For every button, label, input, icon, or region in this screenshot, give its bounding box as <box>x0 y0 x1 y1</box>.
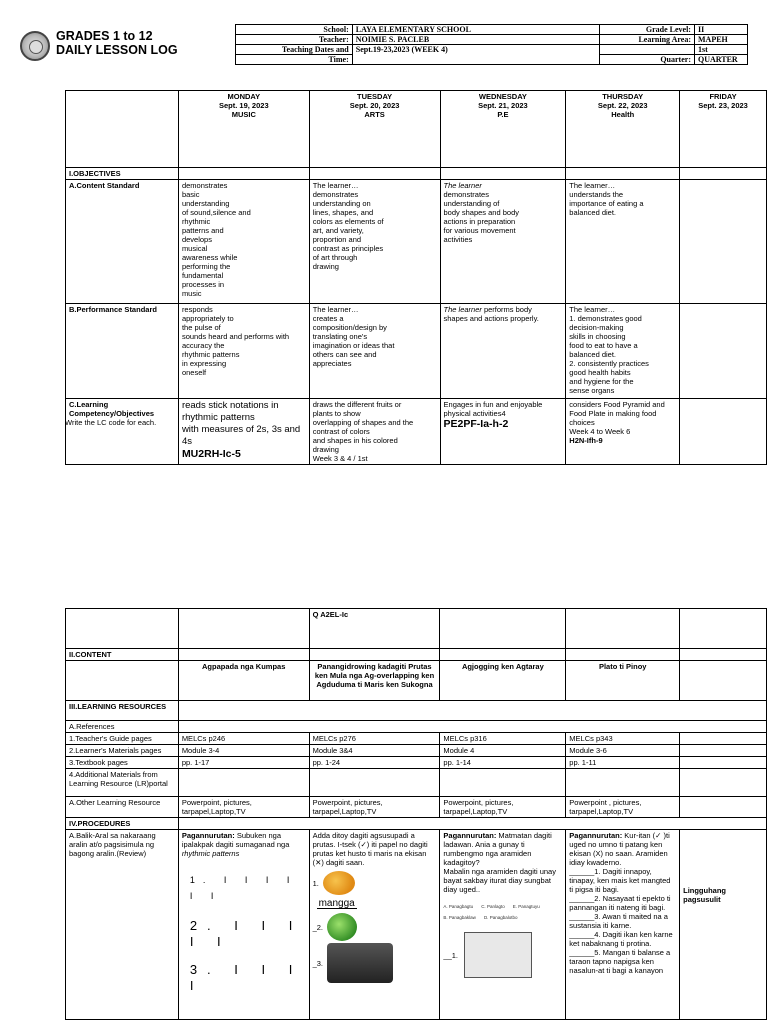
teaching-dates-label: Teaching Dates and <box>236 45 353 55</box>
content-procedures-table <box>65 608 767 1020</box>
review-friday: Lingguhang pagsusulit <box>680 830 767 1020</box>
topic-tuesday: Panangidrowing kadagiti Prutas ken Mula nga Ag-overlapping ken Agduduma ti Maris ken Sukogna <box>309 661 440 701</box>
rhythm-pattern-3: 3. I I I I <box>189 962 303 993</box>
rhythm-pattern-1: 1. I I I I I I <box>189 875 298 901</box>
objectives-section-row <box>66 168 767 180</box>
content-standard-friday <box>680 180 767 304</box>
deped-seal-icon <box>20 31 50 61</box>
rhythm-pattern-2: 2. I I I I I <box>189 918 303 949</box>
performance-standard-wednesday: The learner performs body shapes and actions properly. <box>440 304 566 399</box>
content-standard-label: A.Content Standard <box>66 180 179 304</box>
competency-label: C.Learning Competency/Objectives <box>69 400 155 418</box>
lm-pages-row: 2.Learner's Materials pages Module 3-4 Module 3&4 Module 4 Module 3-6 <box>66 745 767 757</box>
other-resources-label: A.Other Learning Resource <box>66 797 179 818</box>
review-label: A.Balik-Aral sa nakaraang aralin at/o pagsisimula ng bagong aralin.(Review) <box>66 830 179 1020</box>
performance-standard-row <box>66 304 767 399</box>
content-standard-wednesday: The learner demonstrates understanding of body shapes and body actions in preparation for various movement activities <box>440 180 566 304</box>
title-line1: GRADES 1 to 12 <box>56 29 153 43</box>
fruit-item-3: _3. <box>312 958 324 968</box>
review-thursday: Pagannurutan: Kur-itan (✓ )ti uged no umno ti patang ken ekisan (X) no saan. Aramiden idiay kwaderno. ______1. Dagiti innapoy, tinapay, ken mais ket mangted ti pigsa iti bagi. ______2. Nasayaat ti epekto ti pannangan iti nateng iti bagi. ______3. Awan ti maited na a sustansia iti karne. ______4. Dagiti ikan ken karne ket nabaknang ti protina. ______5. Mangan ti balanse a taraon tapno napigsa ken nasalun-at ti bagi a kanayon <box>566 830 680 1020</box>
days-header-row <box>66 91 767 168</box>
content-standard-thursday: The learner… understands the importance of eating a balanced diet. <box>566 180 680 304</box>
teacher-label: Teacher: <box>236 35 353 45</box>
learning-area-value: MAPEH <box>694 35 747 45</box>
content-heading: II.CONTENT <box>66 649 179 661</box>
content-section-row <box>66 649 767 661</box>
textbook-pages-row: 3.Textbook pages pp. 1-17 pp. 1-24 pp. 1-14 pp. 1-11 <box>66 757 767 769</box>
review-monday: Pagannurutan: Subuken nga ipalakpak dagiti sumaganad nga rhythmic patterns 1. I I I I I I 2. I I I I I 3. I I I I <box>178 830 309 1020</box>
review-tuesday: Adda ditoy dagiti agsusupadi a prutas. I-tsek (✓) iti papel no dagiti prutas ket husto ti maris na ekisan (✕) dagiti saan. 1. mangga _2. _3. <box>309 830 440 1020</box>
fruit-word: mangga <box>318 898 355 909</box>
procedures-section-row <box>66 818 767 830</box>
competency-label-cell <box>66 399 179 465</box>
wednesday-header: WEDNESDAY Sept. 21, 2023 P.E <box>440 91 566 168</box>
quarter-value: QUARTER <box>694 55 747 65</box>
lc-code-thursday: H2N-Ifh-9 <box>569 436 603 445</box>
learning-resources-heading: III.LEARNING RESOURCES <box>66 701 179 721</box>
performance-standard-label: B.Performance Standard <box>66 304 179 399</box>
content-topics-row <box>66 661 767 701</box>
eggplant-image <box>327 943 393 983</box>
topic-thursday: Plato ti Pinoy <box>566 661 680 701</box>
apple-fruit-icon <box>327 913 357 941</box>
competency-friday <box>680 399 767 465</box>
tg-pages-label: 1.Teacher's Guide pages <box>66 733 179 745</box>
tuesday-header: TUESDAY Sept. 20, 2023 ARTS <box>309 91 440 168</box>
textbook-pages-label: 3.Textbook pages <box>66 757 179 769</box>
thursday-header: THURSDAY Sept. 22, 2023 Health <box>566 91 680 168</box>
teaching-dates-value: Sept.19-23,2023 (WEEK 4) <box>352 45 599 65</box>
topic-monday: Agpapada nga Kumpas <box>178 661 309 701</box>
time-label: Time: <box>236 55 353 65</box>
competency-wednesday: Engages in fun and enjoyable physical activities4 PE2PF-Ia-h-2 <box>440 399 566 465</box>
objectives-heading: I.OBJECTIVES <box>66 168 179 180</box>
jogging-figure-image <box>464 932 532 978</box>
pe-item-1: __1. <box>443 950 459 960</box>
objectives-table <box>65 90 767 465</box>
learning-resources-row <box>66 701 767 721</box>
monday-header: MONDAY Sept. 19, 2023 MUSIC <box>178 91 309 168</box>
topic-friday <box>680 661 767 701</box>
lm-pages-label: 2.Learner's Materials pages <box>66 745 179 757</box>
content-standard-monday: demonstrates basic understanding of sound,silence and rhythmic patterns and develops musical awareness while performing the fundamental processes in music <box>178 180 309 304</box>
fruit-item-2: _2. <box>312 922 324 932</box>
friday-header: FRIDAY Sept. 23, 2023 <box>680 91 767 168</box>
competency-monday: reads stick notations in rhythmic patterns with measures of 2s, 3s and 4s MU2RH-Ic-5 <box>178 399 309 465</box>
carryover-row <box>66 609 767 649</box>
school-label: School: <box>236 25 353 35</box>
review-wednesday: Pagannurutan: Matmatan dagiti ladawan. Ania a gunay ti rumbengmo nga aramiden kadagitoy? Mabalin nga aramiden dagiti unay bayat sakbay iturat diay sungbat diay uged.. A. Panagbagtu C. Panlagto E. Panagtuyu B. Panagbaklaw D. Panagbalotbo __1. <box>440 830 566 1020</box>
corner-cell <box>66 91 179 168</box>
orange-fruit-icon <box>323 871 355 895</box>
learning-area-label: Learning Area: <box>600 35 695 45</box>
header-info-table <box>235 24 748 65</box>
arts-code-carryover: Q A2EL-Ic <box>309 609 440 649</box>
content-standard-row <box>66 180 767 304</box>
competency-note: Write the LC code for each. <box>65 418 157 427</box>
quarter-label: Quarter: <box>600 55 695 65</box>
lc-code-wednesday: PE2PF-Ia-h-2 <box>443 418 509 430</box>
tg-pages-row: 1.Teacher's Guide pages MELCs p246 MELCs p276 MELCs p316 MELCs p343 <box>66 733 767 745</box>
grade-level-label: Grade Level: <box>600 25 695 35</box>
performance-standard-monday: responds appropriately to the pulse of sounds heard and performs with accuracy the rhythmic patterns in expressing oneself <box>178 304 309 399</box>
content-standard-tuesday: The learner… demonstrates understanding on lines, shapes, and colors as elements of art, and variety, proportion and contrast as principles of art through drawing <box>309 180 440 304</box>
procedures-heading: IV.PROCEDURES <box>66 818 179 830</box>
grade-level-value: II <box>694 25 747 35</box>
review-row <box>66 830 767 1020</box>
topic-wednesday: Agjogging ken Agtaray <box>440 661 566 701</box>
teacher-value: NOIMIE S. PACLEB <box>352 35 599 45</box>
additional-materials-row <box>66 769 767 797</box>
competency-row <box>66 399 767 465</box>
school-value: LAYA ELEMENTARY SCHOOL <box>352 25 599 35</box>
quarter-label-top <box>600 45 695 55</box>
quarter-number: 1st <box>694 45 747 55</box>
performance-standard-tuesday: The learner… creates a composition/design by translating one's imagination or ideas that others can see and appreciates <box>309 304 440 399</box>
fruit-item-1: 1. <box>312 878 319 888</box>
performance-standard-friday <box>680 304 767 399</box>
references-label: A.References <box>66 721 179 733</box>
competency-tuesday: draws the different fruits or plants to show overlapping of shapes and the contrast of colors and shapes in his colored drawing Week 3 & 4 / 1st <box>309 399 440 465</box>
competency-thursday: considers Food Pyramid and Food Plate in making food choices Week 4 to Week 6 H2N-Ifh-9 <box>566 399 680 465</box>
additional-materials-label: 4.Additional Materials from Learning Resource (LR)portal <box>66 769 179 797</box>
lc-code-monday: MU2RH-Ic-5 <box>181 448 241 460</box>
performance-standard-thursday: The learner… 1. demonstrates good decision-making skills in choosing food to eat to have a balanced diet. 2. consistently practices good health habits and hygiene for the sense organs <box>566 304 680 399</box>
references-row <box>66 721 767 733</box>
other-resources-row: A.Other Learning Resource Powerpoint, pictures, tarpapel,Laptop,TV Powerpoint, pictures, tarpapel,Laptop,TV Powerpoint, pictures, tarpapel,Laptop,TV Powerpoint , pictures, tarpapel,Laptop,TV <box>66 797 767 818</box>
title-line2: DAILY LESSON LOG <box>56 43 178 57</box>
